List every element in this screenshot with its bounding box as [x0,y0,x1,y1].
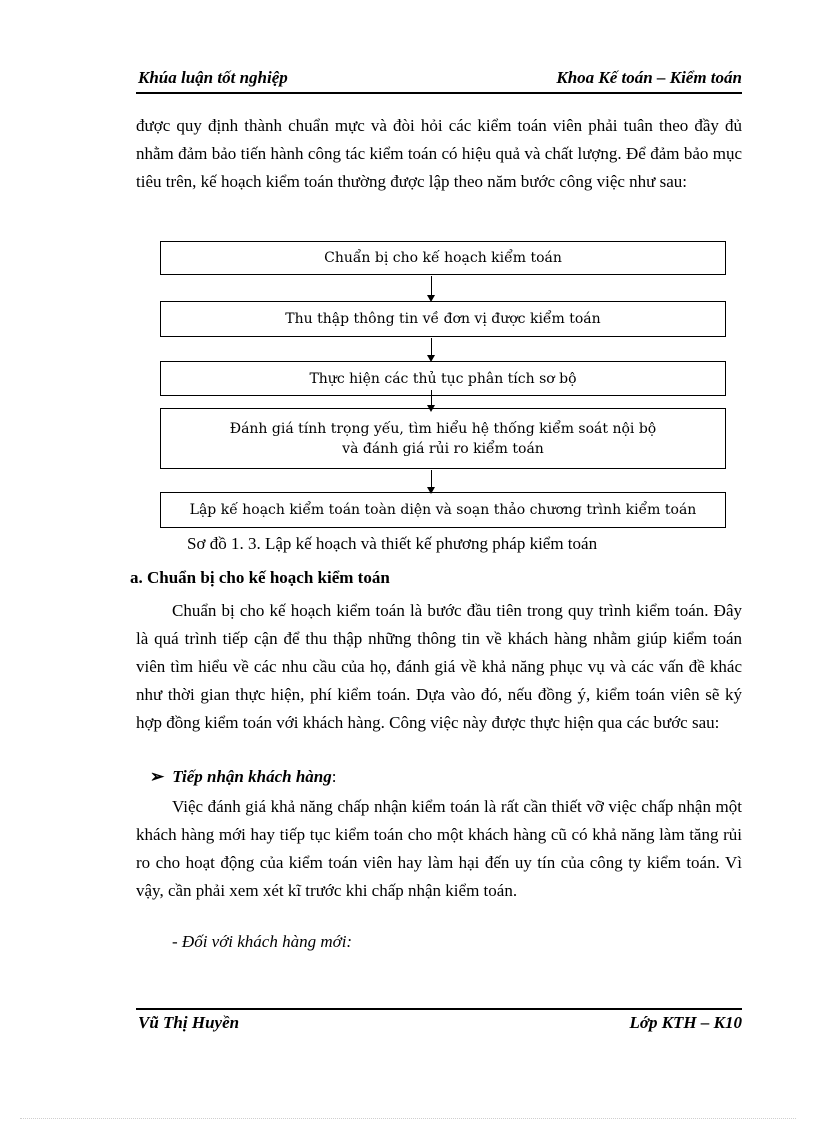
footer-divider [136,1008,742,1010]
flow-step-4 [160,408,726,469]
footer-class: Lớp KTH – K10 [629,1013,742,1032]
header-divider [136,92,742,94]
flow-arrow-3 [431,390,432,410]
bullet-suffix: : [331,767,337,786]
arrow-bullet-icon: ➢ [150,767,165,786]
page-bottom-divider [20,1118,796,1119]
flow-step-5: Lập kế hoạch kiểm toán toàn diện và soạn thảo chương trình kiểm toán [160,492,726,528]
flow-arrow-4 [431,470,432,492]
intro-paragraph: được quy định thành chuẩn mực và đòi hỏi các kiểm toán viên phải tuân theo đầy đủ nhằm đảm bảo tiến hành công tác kiểm toán có hiệu quả và chất lượng. Để đảm bảo mục tiêu trên, kế hoạch kiểm toán thường được lập theo năm bước công việc như sau: [136,116,742,191]
sub-item-new-client: - Đối với khách hàng mới: [172,932,353,951]
footer-author: Vũ Thị Huyền [138,1013,240,1032]
flow-step-2: Thu thập thông tin về đơn vị được kiểm toán [160,301,726,337]
flow-step-4-line-1: Đánh giá tính trọng yếu, tìm hiểu hệ thống kiểm soát nội bộ [229,420,657,437]
acceptance-paragraph: Việc đánh giá khả năng chấp nhận kiểm toán là rất cần thiết vỡ việc chấp nhận một khách hàng mới hay tiếp tục kiểm toán cho một khách hàng cũ có khả năng làm tăng rủi ro cho hoạt động của kiểm toán viên hay làm hại đến uy tín của công ty kiểm toán. Vì vậy, cần phải xem xét kĩ trước khi chấp nhận kiểm toán. [136,797,742,900]
flow-step-4-line-2: và đánh giá rủi ro kiểm toán [342,440,544,457]
flow-arrow-1 [431,276,432,300]
bullet-item [150,767,336,787]
flow-arrow-2 [431,338,432,360]
section-a-title: a. Chuẩn bị cho kế hoạch kiểm toán [130,568,390,587]
page-footer [138,1013,742,1033]
page-header [138,68,742,88]
flow-step-1: Chuẩn bị cho kế hoạch kiểm toán [160,241,726,275]
header-right-title: Khoa Kế toán – Kiểm toán [556,68,742,87]
bullet-label: Tiếp nhận khách hàng [172,767,332,786]
header-left-title: Khúa luận tốt nghiệp [138,68,288,87]
section-a-paragraph: Chuẩn bị cho kế hoạch kiểm toán là bước đầu tiên trong quy trình kiểm toán. Đây là quá trình tiếp cận để thu thập những thông tin về khách hàng nhằm giúp kiểm toán viên tìm hiểu về các nhu cầu của họ, đánh giá về khả năng phục vụ và các vấn đề khác như thời gian thực hiện, phí kiểm toán. Dựa vào đó, nếu đồng ý, kiểm toán viên sẽ ký hợp đồng kiểm toán với khách hàng. Công việc này được thực hiện qua các bước sau: [136,601,742,732]
diagram-caption: Sơ đồ 1. 3. Lập kế hoạch và thiết kế phương pháp kiểm toán [187,534,598,553]
flow-step-3: Thực hiện các thủ tục phân tích sơ bộ [160,361,726,396]
